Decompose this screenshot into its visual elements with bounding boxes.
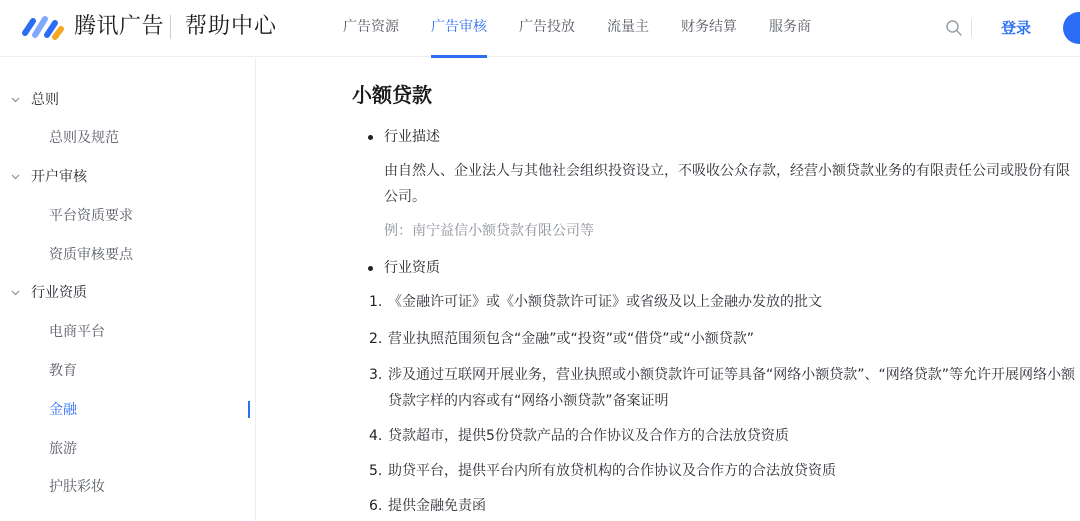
- bullet-dot: [368, 135, 373, 140]
- list-number: 3.: [369, 367, 383, 383]
- sidebar-item-skincare-makeup[interactable]: [0, 468, 256, 507]
- nav-label: 服务商: [769, 19, 811, 35]
- industry-description-text: 由自然人、企业法人与其他社会组织投资设立，不吸收公众存款，经营小额贷款业务的有限责任公司或股份有限公司。: [384, 163, 1070, 205]
- list-item: 涉及通过互联网开展业务，营业执照或小额贷款许可证等具备“网络小额贷款”、“网络贷款”等允许开展网络小额贷款字样的内容或有“网络小额贷款”备案证明: [388, 367, 1076, 409]
- sidebar-item-label: 电商平台: [49, 324, 105, 340]
- sidebar: [0, 58, 256, 521]
- list-item: 贷款超市，提供5份贷款产品的合作协议及合作方的合法放贷资质: [388, 428, 789, 444]
- chevron-down-icon: [11, 97, 20, 103]
- sidebar-group-industry-qualification[interactable]: [0, 274, 256, 313]
- nav-ad-delivery[interactable]: [519, 0, 575, 57]
- login-button[interactable]: 登录: [1001, 19, 1032, 37]
- sidebar-item-travel[interactable]: [0, 430, 256, 469]
- list-number: 5.: [369, 463, 383, 479]
- list-number: 6.: [369, 498, 383, 514]
- list-item: 助贷平台，提供平台内所有放贷机构的合作协议及合作方的合法放贷资质: [388, 463, 836, 479]
- active-indicator: [248, 401, 250, 418]
- list-item: 营业执照范围须包含“金融”或“投资”或“借贷”或“小额贷款”: [388, 331, 755, 347]
- nav-label: 流量主: [607, 19, 649, 35]
- sidebar-item-label: 平台资质要求: [49, 208, 133, 224]
- list-item: 提供金融免责函: [388, 498, 486, 514]
- sidebar-item-general-rules[interactable]: [0, 119, 256, 158]
- nav-label: 广告资源: [343, 19, 399, 35]
- nav-service-provider[interactable]: [769, 0, 811, 57]
- sidebar-item-platform-qualification[interactable]: [0, 197, 256, 236]
- list-item: 《金融许可证》或《小额贷款许可证》或省级及以上金融办发放的批文: [388, 294, 822, 310]
- search-icon[interactable]: [945, 19, 963, 37]
- register-button[interactable]: [1063, 12, 1080, 44]
- sidebar-item-label: 开户审核: [31, 169, 87, 185]
- sidebar-item-label: 总则及规范: [49, 130, 119, 146]
- list-number: 4.: [369, 428, 383, 444]
- sidebar-group-general[interactable]: [0, 81, 256, 120]
- bullet-dot: [368, 266, 373, 271]
- example-text: 例：南宁益信小额贷款有限公司等: [384, 223, 594, 239]
- list-number: 2.: [369, 331, 383, 347]
- sidebar-item-label: 资质审核要点: [49, 247, 133, 263]
- sidebar-group-account-review[interactable]: [0, 158, 256, 197]
- nav-label: 广告投放: [519, 19, 575, 35]
- nav-label: 财务结算: [681, 19, 737, 35]
- industry-qualification-heading: 行业资质: [384, 260, 440, 276]
- nav-ad-review[interactable]: [431, 0, 487, 57]
- nav-ad-resources[interactable]: [343, 0, 399, 57]
- brand-name[interactable]: 腾讯广告: [74, 14, 165, 39]
- sidebar-item-finance[interactable]: [0, 391, 256, 430]
- sidebar-item-label: 总则: [31, 92, 59, 108]
- brand-divider: [170, 15, 171, 39]
- sidebar-item-ecommerce[interactable]: [0, 313, 256, 352]
- nav-finance[interactable]: [681, 0, 737, 57]
- main-nav: [343, 0, 843, 57]
- nav-publisher[interactable]: [607, 0, 649, 57]
- chevron-down-icon: [11, 290, 20, 296]
- sidebar-item-label: 护肤彩妆: [49, 479, 105, 495]
- industry-description-heading: 行业描述: [384, 129, 440, 145]
- nav-label: 广告审核: [431, 19, 487, 35]
- sidebar-item-qualification-review-points[interactable]: [0, 236, 256, 275]
- header-divider: [971, 19, 972, 37]
- help-center-title[interactable]: 帮助中心: [185, 14, 278, 39]
- sidebar-item-label: 教育: [49, 363, 77, 379]
- sidebar-item-education[interactable]: [0, 352, 256, 391]
- sidebar-item-label: 行业资质: [31, 285, 87, 301]
- top-header: [0, 0, 1080, 57]
- chevron-down-icon: [11, 174, 20, 180]
- list-number: 1.: [369, 294, 383, 310]
- tencent-ads-logo-icon[interactable]: [21, 13, 67, 41]
- article-content: [257, 58, 1080, 521]
- page-title: 小额贷款: [352, 83, 432, 107]
- sidebar-item-label: 金融: [49, 402, 77, 418]
- sidebar-item-label: 旅游: [49, 441, 77, 457]
